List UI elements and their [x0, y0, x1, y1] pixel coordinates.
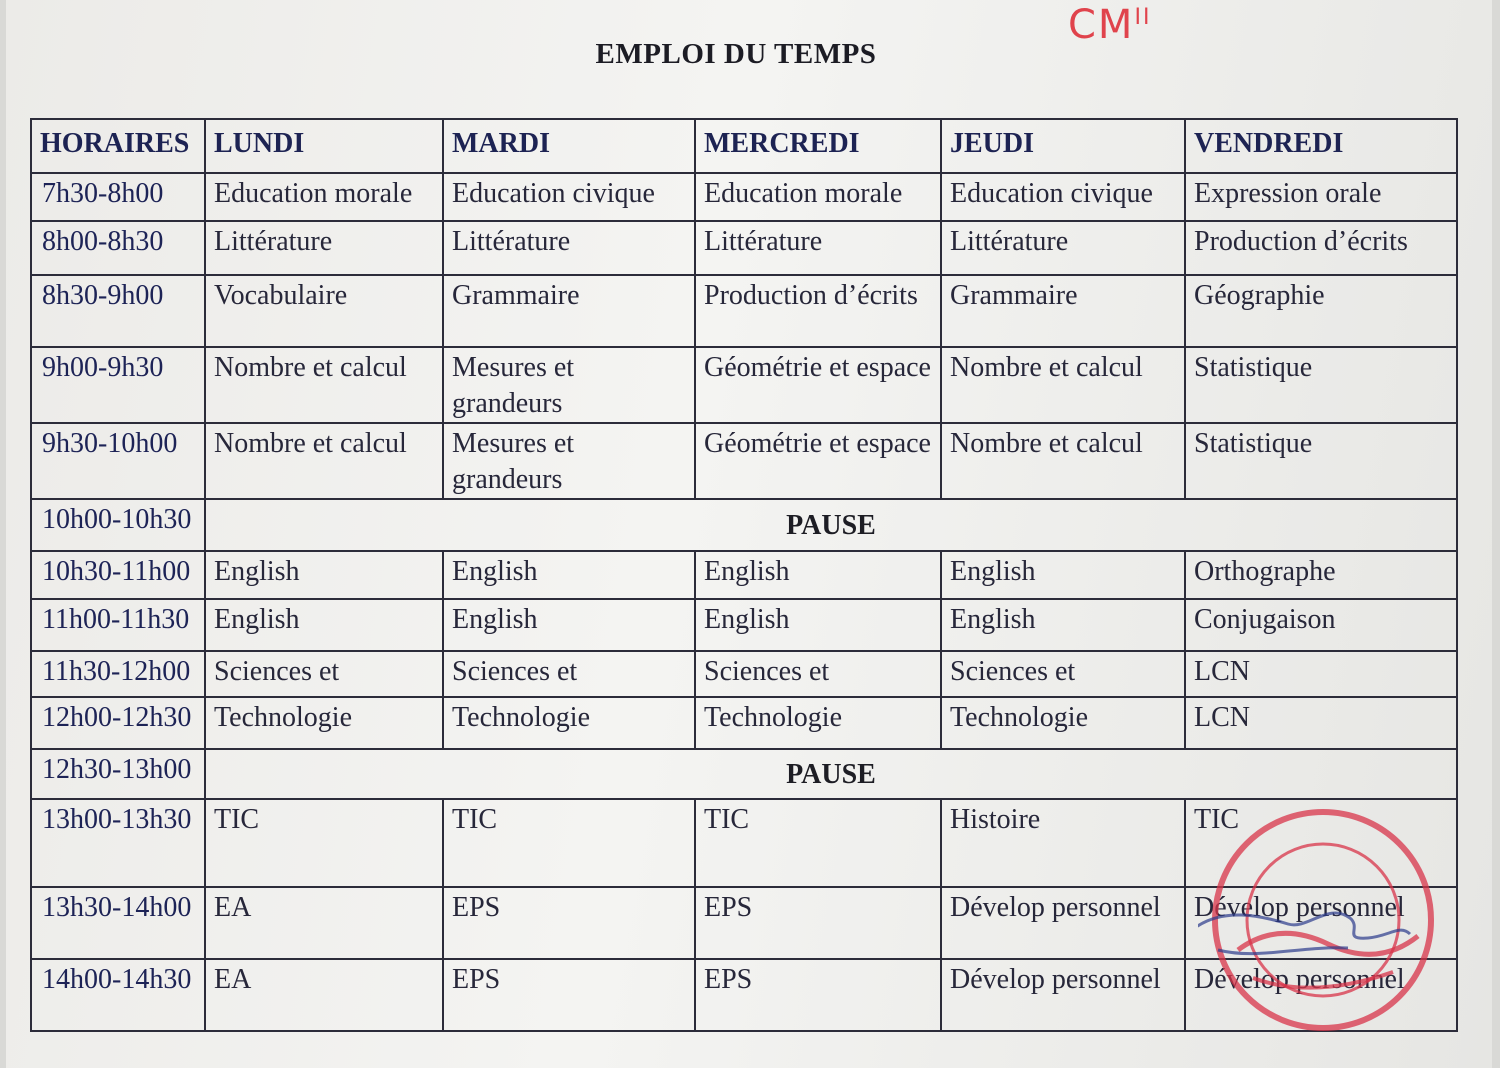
subject-cell-mercredi: Sciences et	[695, 651, 941, 697]
subject-cell-vendredi: Géographie	[1185, 275, 1457, 347]
class-label-text: CM	[1068, 2, 1135, 48]
subject-cell-mercredi: TIC	[695, 799, 941, 887]
time-slot: 10h00-10h30	[31, 499, 205, 551]
subject-cell-mardi: English	[443, 599, 695, 651]
subject-cell-lundi: EA	[205, 959, 443, 1031]
time-slot: 13h00-13h30	[31, 799, 205, 887]
time-slot: 8h30-9h00	[31, 275, 205, 347]
subject-cell-mardi: Mesures et grandeurs	[443, 423, 695, 499]
table-row	[31, 799, 1457, 887]
subject-cell-lundi: Littérature	[205, 221, 443, 275]
time-slot: 12h30-13h00	[31, 749, 205, 799]
subject-cell-mardi: Mesures et grandeurs	[443, 347, 695, 423]
subject-cell-vendredi: LCN	[1185, 651, 1457, 697]
table-row	[31, 887, 1457, 959]
time-slot: 13h30-14h00	[31, 887, 205, 959]
page-title: EMPLOI DU TEMPS	[595, 38, 877, 70]
subject-cell-vendredi: Conjugaison	[1185, 599, 1457, 651]
subject-cell-mardi: Education civique	[443, 173, 695, 221]
subject-cell-mercredi: English	[695, 551, 941, 599]
class-label	[1068, 2, 1151, 48]
subject-cell-lundi: Nombre et calcul	[205, 347, 443, 423]
subject-cell-jeudi: Grammaire	[941, 275, 1185, 347]
subject-cell-vendredi: TIC	[1185, 799, 1457, 887]
subject-cell-mercredi: Education morale	[695, 173, 941, 221]
timetable-sheet	[6, 0, 1492, 1068]
subject-cell-vendredi: Expression orale	[1185, 173, 1457, 221]
header-jeudi: JEUDI	[941, 119, 1185, 173]
time-slot: 14h00-14h30	[31, 959, 205, 1031]
subject-cell-jeudi: Nombre et calcul	[941, 347, 1185, 423]
table-row	[31, 173, 1457, 221]
subject-cell-jeudi: Dévelop personnel	[941, 959, 1185, 1031]
subject-cell-vendredi: Dévelop personnel	[1185, 959, 1457, 1031]
subject-cell-lundi: Vocabulaire	[205, 275, 443, 347]
subject-cell-mercredi: Production d’écrits	[695, 275, 941, 347]
header-horaires: HORAIRES	[31, 119, 205, 173]
subject-cell-mercredi: Technologie	[695, 697, 941, 749]
subject-cell-lundi: Nombre et calcul	[205, 423, 443, 499]
subject-cell-jeudi: Sciences et	[941, 651, 1185, 697]
subject-cell-jeudi: English	[941, 599, 1185, 651]
table-row	[31, 221, 1457, 275]
subject-cell-mardi: EPS	[443, 887, 695, 959]
table-row	[31, 697, 1457, 749]
subject-cell-lundi: TIC	[205, 799, 443, 887]
time-slot: 11h00-11h30	[31, 599, 205, 651]
table-row	[31, 749, 1457, 799]
time-slot: 8h00-8h30	[31, 221, 205, 275]
time-slot: 9h30-10h00	[31, 423, 205, 499]
table-row	[31, 959, 1457, 1031]
subject-cell-mardi: Sciences et	[443, 651, 695, 697]
pause-cell: PAUSE	[205, 749, 1457, 799]
subject-cell-vendredi: Statistique	[1185, 347, 1457, 423]
subject-cell-lundi: EA	[205, 887, 443, 959]
subject-cell-lundi: English	[205, 551, 443, 599]
subject-cell-vendredi: LCN	[1185, 697, 1457, 749]
subject-cell-mercredi: EPS	[695, 887, 941, 959]
subject-cell-mercredi: EPS	[695, 959, 941, 1031]
subject-cell-jeudi: Education civique	[941, 173, 1185, 221]
subject-cell-mardi: Grammaire	[443, 275, 695, 347]
subject-cell-mardi: English	[443, 551, 695, 599]
class-label-numeral: II	[1134, 5, 1152, 30]
table-row	[31, 651, 1457, 697]
table-row	[31, 551, 1457, 599]
subject-cell-mercredi: Géométrie et espace	[695, 347, 941, 423]
time-slot: 9h00-9h30	[31, 347, 205, 423]
subject-cell-lundi: Education morale	[205, 173, 443, 221]
header-mardi: MARDI	[443, 119, 695, 173]
time-slot: 10h30-11h00	[31, 551, 205, 599]
subject-cell-vendredi: Orthographe	[1185, 551, 1457, 599]
subject-cell-vendredi: Statistique	[1185, 423, 1457, 499]
header-lundi: LUNDI	[205, 119, 443, 173]
subject-cell-mardi: TIC	[443, 799, 695, 887]
timetable-body	[31, 173, 1457, 1031]
subject-cell-vendredi: Dévelop personnel	[1185, 887, 1457, 959]
subject-cell-jeudi: Histoire	[941, 799, 1185, 887]
subject-cell-mardi: EPS	[443, 959, 695, 1031]
subject-cell-mardi: Technologie	[443, 697, 695, 749]
subject-cell-lundi: English	[205, 599, 443, 651]
time-slot: 11h30-12h00	[31, 651, 205, 697]
subject-cell-jeudi: English	[941, 551, 1185, 599]
subject-cell-mardi: Littérature	[443, 221, 695, 275]
time-slot: 12h00-12h30	[31, 697, 205, 749]
subject-cell-mercredi: Géométrie et espace	[695, 423, 941, 499]
subject-cell-jeudi: Dévelop personnel	[941, 887, 1185, 959]
subject-cell-jeudi: Nombre et calcul	[941, 423, 1185, 499]
time-slot: 7h30-8h00	[31, 173, 205, 221]
table-row	[31, 275, 1457, 347]
pause-cell: PAUSE	[205, 499, 1457, 551]
table-row	[31, 347, 1457, 423]
subject-cell-jeudi: Littérature	[941, 221, 1185, 275]
timetable	[30, 118, 1458, 1032]
table-row	[31, 499, 1457, 551]
header-row	[31, 119, 1457, 173]
subject-cell-vendredi: Production d’écrits	[1185, 221, 1457, 275]
subject-cell-mercredi: Littérature	[695, 221, 941, 275]
table-row	[31, 423, 1457, 499]
subject-cell-lundi: Sciences et	[205, 651, 443, 697]
header-vendredi: VENDREDI	[1185, 119, 1457, 173]
subject-cell-jeudi: Technologie	[941, 697, 1185, 749]
subject-cell-lundi: Technologie	[205, 697, 443, 749]
table-row	[31, 599, 1457, 651]
header-mercredi: MERCREDI	[695, 119, 941, 173]
subject-cell-mercredi: English	[695, 599, 941, 651]
